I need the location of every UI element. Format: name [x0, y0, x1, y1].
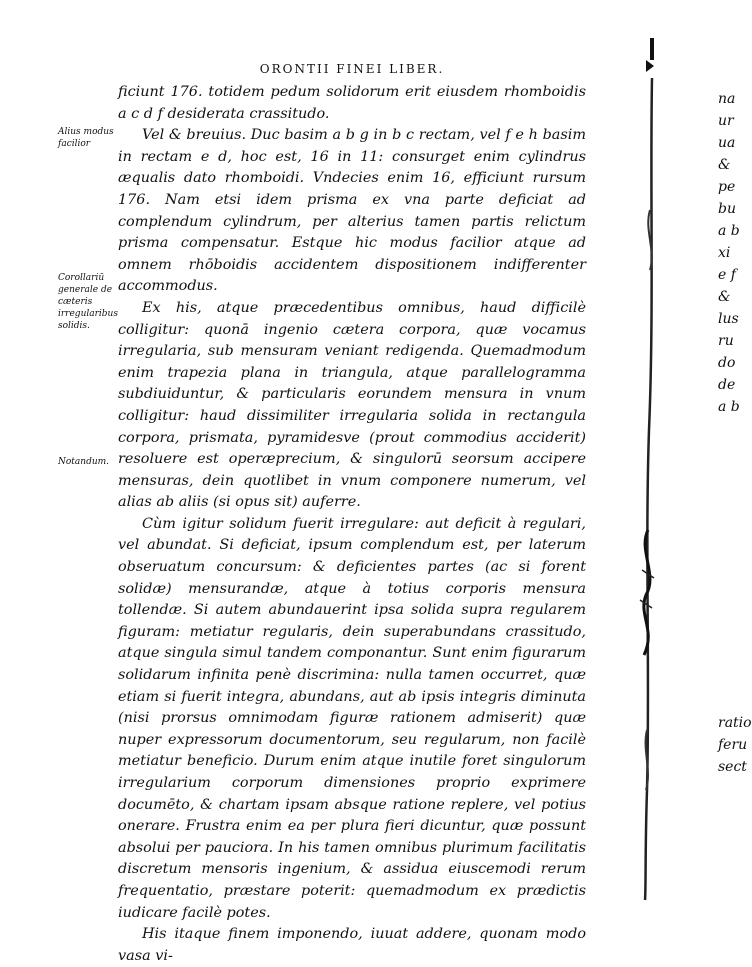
paragraph-2: Vel & breuius. Duc basim a b g in b c rectam, vel f e h basim in rectam e d, hoc est, 16 in 11: consurget enim cylindrus æqualis dato rhomboidi. Vndecies enim 16, efficiunt rursum 176. Nam etsi idem prisma ex vna parte deficiat ad complendum cylindrum, per alterius tamen partis relictum prisma compensatur. Estque hic modus facilior atque ad omnem rhōboidis accidentem dispositionem indifferenter accommodus.: [118, 127, 586, 295]
running-header: ORONTII FINEI LIBER.: [259, 62, 445, 76]
fragment-line: e f: [718, 267, 736, 283]
fragment-line: ua: [718, 135, 736, 151]
binding-thread-icon: [632, 30, 660, 900]
main-text-block: [118, 82, 586, 967]
margin-note-alius-modus: Alius modus facilior: [58, 127, 114, 149]
paragraph-5: His itaque finem imponendo, iuuat addere, quonam modo vasa vi-: [118, 926, 586, 964]
fragment-line: de: [718, 377, 736, 393]
fragment-line: bu: [718, 201, 736, 217]
facing-page-fragments-bottom: [718, 712, 752, 778]
fragment-line: na: [718, 91, 736, 107]
margin-note-corollarium: Corollariū generale de cæteris irregularibus solidis.: [58, 273, 118, 331]
fragment-line: a b: [718, 223, 740, 239]
paragraph-3: Ex his, atque præcedentibus omnibus, haud difficilè colligitur: quonā ingenio cætera corpora, quæ vocamus irregularia, sub mensuram veniant redigenda. Quemadmodum enim trapezia plana in triangula, atque parallelogramma subdiuiduntur, & particularis eorundem mensura in vnum colligitur: haud dissimiliter irregularia solida in rectangula corpora, prismata, pyramidesve (prout commodius acciderit) resoluere est operæprecium, & singulorū seorsum accipere mensuras, dein quotlibet in vnum componere numerum, vel alias ab aliis (si opus sit) auferre.: [118, 299, 586, 511]
fragment-line: ratio: [718, 715, 752, 731]
paragraph-4: Cùm igitur solidum fuerit irregulare: aut deficit à regulari, vel abundat. Si deficiat, ipsum complendum est, per laterum obseruatum concursum: & deficientes partes (ac si forent solidæ) mensurandæ, atque à totius corporis mensura tollendæ. Si autem abundauerint ipsa solida supra regularem figuram: metiatur regularis, dein superabundans crassitudo, atque singula simul tandem componantur. Sunt enim figurarum solidarum infinita penè discrimina: nulla tamen occurret, quæ etiam si fuerit integra, abundans, aut ab ipsis integris diminuta (nisi prorsus omnimodam figuræ rationem admiserit) quæ nuper expressorum documentorum, seu regularum, non facilè metiatur beneficio. Durum enim atque inutile foret singulorum irregularium corporum dimensiones proprio exprimere documēto, & chartam ipsam absque ratione replere, vel potius onerare. Frustra enim ea per plura fieri dicuntur, quæ possunt absolui per pauciora. In his tamen omnibus plurimum facilitatis discretum mensoris ingenium, & assidua eiuscemodi rerum frequentatio, præstare poterit: quemadmodum ex prædictis iudicare facilè potes.: [118, 515, 586, 921]
fragment-line: &: [718, 157, 731, 173]
fragment-line: &: [718, 289, 731, 305]
fragment-line: ru: [718, 333, 734, 349]
paragraph-1: ficiunt 176. totidem pedum solidorum erit eiusdem rhomboidis a c d f desiderata crassitudo.: [118, 84, 586, 122]
fragment-line: do: [718, 355, 736, 371]
fragment-line: feru: [718, 737, 748, 753]
facing-page-fragments-top: [718, 88, 748, 418]
fragment-line: sect: [718, 759, 747, 775]
fragment-line: a b: [718, 399, 740, 415]
fragment-line: xi: [718, 245, 731, 261]
margin-note-notandum: Notandum.: [58, 457, 110, 467]
binding-gutter: [632, 30, 660, 900]
fragment-line: lus: [718, 311, 739, 327]
fragment-line: pe: [718, 179, 736, 195]
fragment-line: ur: [718, 113, 734, 129]
